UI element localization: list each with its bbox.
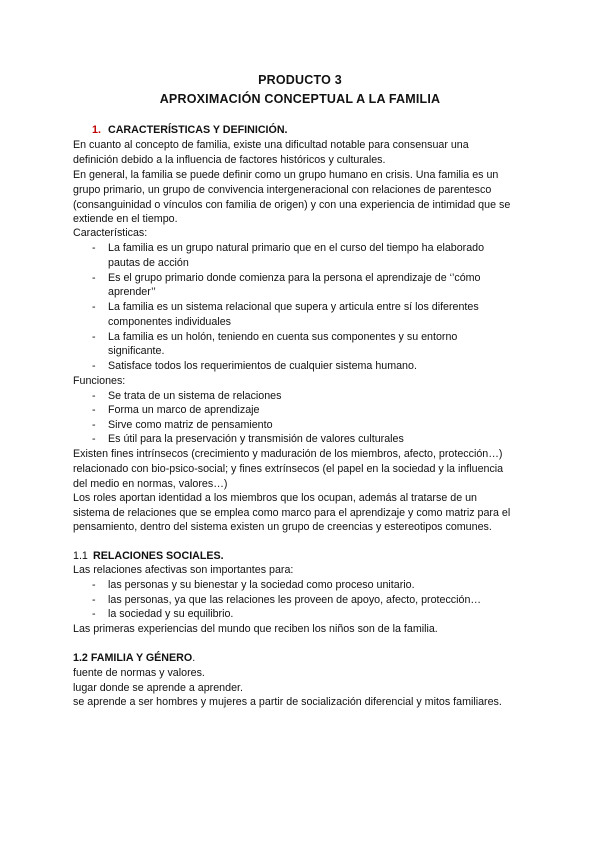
document-subtitle: APROXIMACIÓN CONCEPTUAL A LA FAMILIA: [159, 92, 441, 106]
list-item: Es el grupo primario donde comienza para la persona el aprendizaje de ‘’cómo: [108, 272, 481, 284]
paragraph-line: relacionado con bio-psico-social; y fines extrínsecos (el papel en la sociedad y la influencia: [73, 463, 504, 475]
paragraph-line: grupo primario, un grupo de convivencia intergeneracional con relaciones de parentesco: [73, 184, 492, 196]
paragraph-line: se aprende a ser hombres y mujeres a partir de socialización diferencial y mitos familiares.: [73, 696, 502, 708]
section-1-2-heading-line: [73, 651, 195, 666]
paragraph-line: definición debido a la influencia de factores históricos y culturales.: [73, 154, 386, 166]
document-title: PRODUCTO 3: [258, 73, 342, 87]
list-item: Sirve como matriz de pensamiento: [108, 419, 273, 431]
section-1-1-number: 1.1: [73, 550, 88, 562]
list-item: La familia es un holón, teniendo en cuenta sus componentes y su entorno: [108, 331, 458, 343]
paragraph-line: Las primeras experiencias del mundo que reciben los niños son de la familia.: [73, 623, 438, 635]
list-item: Forma un marco de aprendizaje: [108, 404, 260, 416]
bullet-dash: -: [92, 608, 96, 620]
section-1-1-heading: RELACIONES SOCIALES.: [93, 550, 224, 562]
paragraph-line: extiende en el tiempo.: [73, 213, 178, 225]
list-item-continuation: significante.: [108, 345, 165, 357]
caracteristicas-label: Características:: [73, 227, 148, 239]
paragraph-line: Los roles aportan identidad a los miembros que los ocupan, además al tratarse de un: [73, 492, 477, 504]
paragraph-line: del medio en normas, valores…): [73, 478, 228, 490]
list-item: Se trata de un sistema de relaciones: [108, 390, 282, 402]
heading-period: .: [192, 652, 196, 664]
bullet-dash: -: [92, 419, 96, 431]
bullet-dash: -: [92, 272, 96, 284]
section-1-heading: CARACTERÍSTICAS Y DEFINICIÓN.: [108, 124, 288, 136]
paragraph-line: (consanguinidad o vínculos con familia de origen) y con una experiencia de intimidad que se: [73, 199, 511, 211]
list-item: La familia es un grupo natural primario que en el curso del tiempo ha elaborado: [108, 242, 485, 254]
paragraph-line: fuente de normas y valores.: [73, 667, 205, 679]
bullet-dash: -: [92, 301, 96, 313]
paragraph-line: En cuanto al concepto de familia, existe una dificultad notable para consensuar una: [73, 139, 469, 151]
paragraph-line: pensamiento, dentro del sistema existen un grupo de creencias y estereotipos comunes.: [73, 521, 492, 533]
paragraph-line: lugar donde se aprende a aprender.: [73, 682, 243, 694]
bullet-dash: -: [92, 242, 96, 254]
section-1-2-heading: 1.2 FAMILIA Y GÉNERO: [73, 652, 193, 664]
list-item-continuation: pautas de acción: [108, 257, 189, 269]
bullet-dash: -: [92, 433, 96, 445]
paragraph-line: Existen fines intrínsecos (crecimiento y maduración de los miembros, afecto, protección…): [73, 448, 503, 460]
funciones-label: Funciones:: [73, 375, 126, 387]
list-item: las personas, ya que las relaciones les proveen de apoyo, afecto, protección…: [108, 594, 482, 606]
paragraph-line: En general, la familia se puede definir como un grupo humano en crisis. Una familia es un: [73, 169, 499, 181]
paragraph-line: Las relaciones afectivas son importantes para:: [73, 564, 294, 576]
list-item: la sociedad y su equilibrio.: [108, 608, 234, 620]
list-item-continuation: aprender’’: [108, 286, 156, 298]
paragraph-line: sistema de relaciones que se emplea como marco para el aprendizaje y como matriz para el: [73, 507, 511, 519]
bullet-dash: -: [92, 579, 96, 591]
bullet-dash: -: [92, 331, 96, 343]
section-1-number: 1.: [92, 124, 101, 136]
bullet-dash: -: [92, 404, 96, 416]
list-item: Es útil para la preservación y transmisión de valores culturales: [108, 433, 404, 445]
list-item: La familia es un sistema relacional que supera y articula entre sí los diferentes: [108, 301, 479, 313]
list-item: Satisface todos los requerimientos de cualquier sistema humano.: [108, 360, 417, 372]
list-item-continuation: componentes individuales: [108, 316, 231, 328]
list-item: las personas y su bienestar y la sociedad como proceso unitario.: [108, 579, 415, 591]
bullet-dash: -: [92, 390, 96, 402]
bullet-dash: -: [92, 360, 96, 372]
bullet-dash: -: [92, 594, 96, 606]
